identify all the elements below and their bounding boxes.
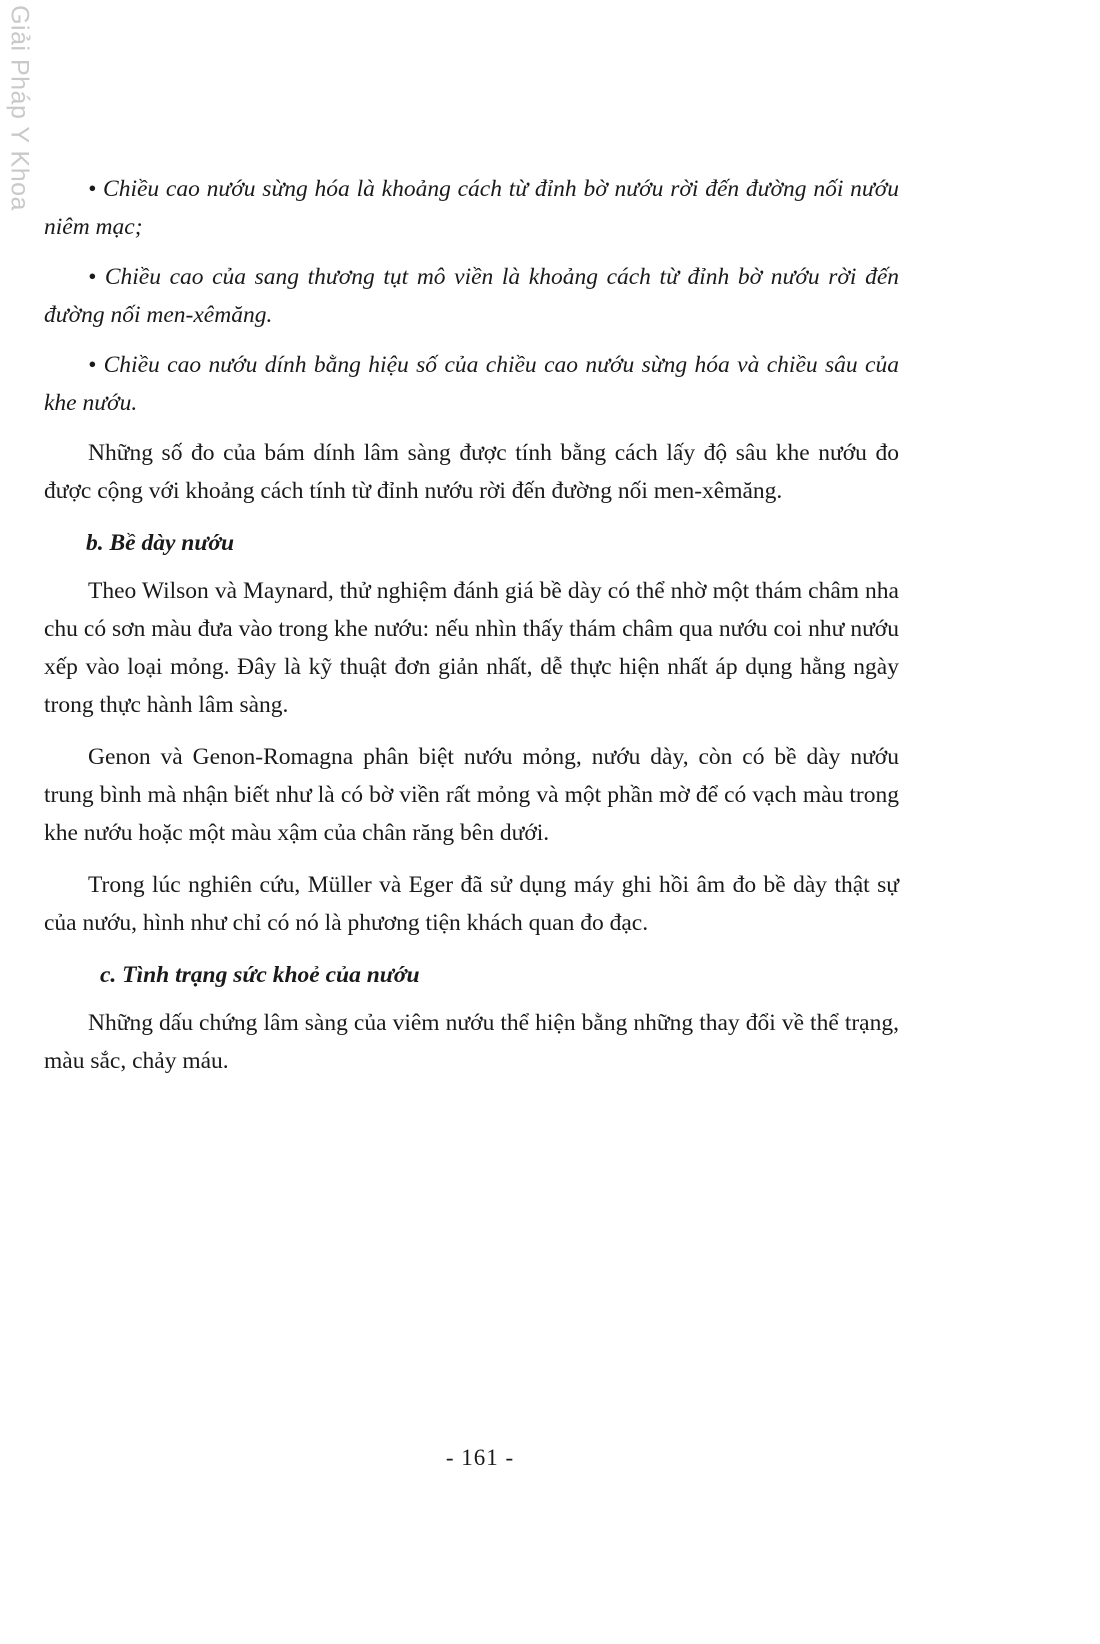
bullet-attached-height: • Chiều cao nướu dính bằng hiệu số của chiều cao nướu sừng hóa và chiều sâu của khe nướu. [44, 352, 899, 416]
watermark-text: Giải Pháp Y Khoa [5, 5, 34, 211]
section-heading-gingival-thickness: b. Bề dày nướu [86, 530, 235, 556]
watermark [4, 5, 34, 211]
paragraph-wilson-maynard: Theo Wilson và Maynard, thử nghiệm đánh giá bề dày có thể nhờ một thám châm nha chu có sơn màu đưa vào trong khe nướu: nếu nhìn thấy thám châm qua nướu coi như nướu xếp vào loại mỏng. Đây là kỹ thuật đơn giản nhất, dễ thực hiện nhất áp dụng hằng ngày trong thực hành lâm sàng. [44, 578, 899, 718]
paragraph-muller-eger: Trong lúc nghiên cứu, Müller và Eger đã sử dụng máy ghi hồi âm đo bề dày thật sự của nướu, hình như chỉ có nó là phương tiện khách quan đo đạc. [44, 872, 899, 936]
page-content [44, 170, 899, 1094]
bullet-recession-height: • Chiều cao của sang thương tụt mô viền là khoảng cách từ đỉnh bờ nướu rời đến đường nối men-xêmăng. [44, 264, 899, 328]
section-heading-gingival-health: c. Tình trạng sức khoẻ của nướu [100, 962, 420, 988]
paragraph-clinical-attachment: Những số đo của bám dính lâm sàng được tính bằng cách lấy độ sâu khe nướu đo được cộng với khoảng cách tính từ đỉnh nướu rời đến đường nối men-xêmăng. [44, 440, 899, 504]
page-number: - 161 - [445, 1445, 515, 1470]
paragraph-genon: Genon và Genon-Romagna phân biệt nướu mỏng, nướu dày, còn có bề dày nướu trung bình mà nhận biết như là có bờ viền rất mỏng và một phần mờ để có vạch màu trong khe nướu hoặc một màu xậm của chân răng bên dưới. [44, 744, 899, 846]
bullet-keratinized-height: • Chiều cao nướu sừng hóa là khoảng cách từ đỉnh bờ nướu rời đến đường nối nướu niêm mạc; [44, 176, 899, 240]
paragraph-gingivitis-signs: Những dấu chứng lâm sàng của viêm nướu thể hiện bằng những thay đổi về thể trạng, màu sắc, chảy máu. [44, 1010, 899, 1074]
